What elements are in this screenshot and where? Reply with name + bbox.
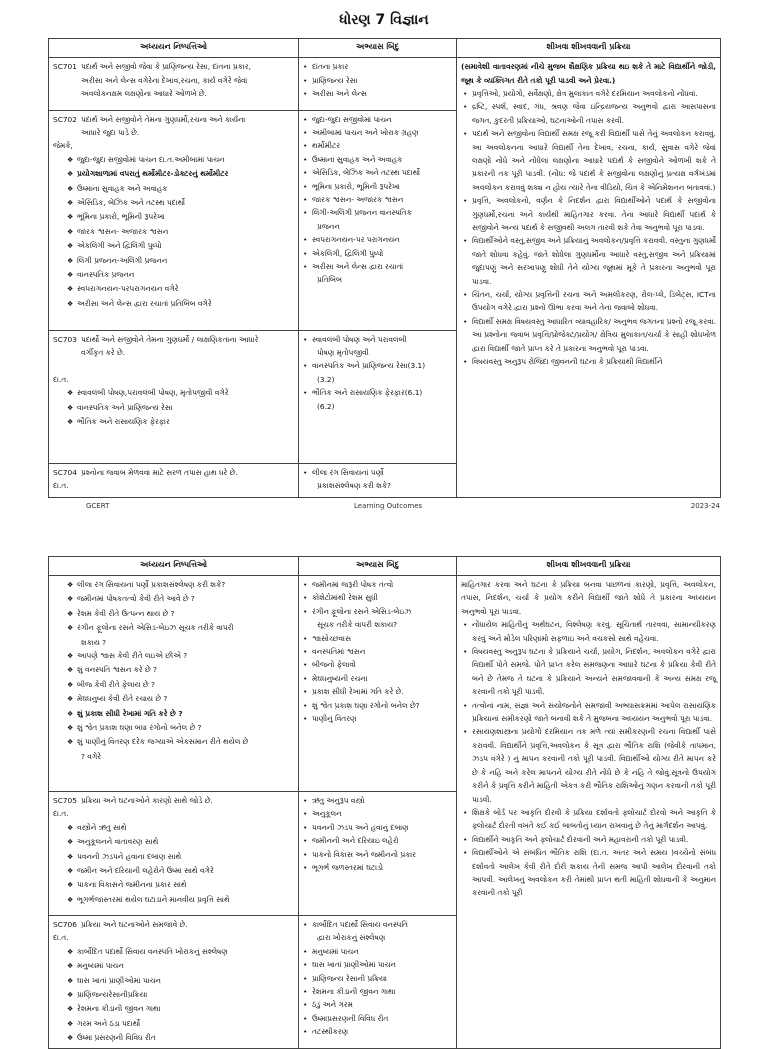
diamond-bullet-icon: ❖ bbox=[67, 976, 74, 985]
header-study-points: અભ્યાસ બિંદુ bbox=[299, 39, 457, 58]
diamond-bullet-icon: ❖ bbox=[67, 867, 74, 876]
footer-left: GCERT bbox=[86, 502, 110, 510]
diamond-bullet-icon: ❖ bbox=[67, 271, 74, 280]
diamond-bullet-icon: ❖ bbox=[67, 695, 74, 704]
diamond-bullet-icon: ❖ bbox=[67, 299, 74, 308]
header-process: શીખવા શીખવવાની પ્રક્રિયા bbox=[457, 557, 721, 576]
diamond-bullet-icon: ❖ bbox=[67, 417, 74, 426]
diamond-bullet-icon: ❖ bbox=[67, 403, 74, 412]
list-item: • પદાર્થ અને સજીવોના વિદ્યાર્થી સમક્ષ રજૂ કરી વિદ્યાર્થી પાસે તેનું અવલોકન કરાવવું. આ અવલોકનના આધારે વિદ્યાર્થી તેના દેખાવ, રચના, કાર્ય, સુવાસ વગેરે જેવાં લક્ષણો નોંધે અને નોંધેલાં લક્ષણોના આધારે પદાર્થ કે સજીવોને ઓળખી શકે તે પ્રકારની તક પૂરી પાડવી. (નોંધ: જે પદાર્થ કે સજીવોના લક્ષણોનું પ્રત્યક્ષ વર્ગખંડમાં અવલોકન કરાવવું શક્ય ન હોય ત્યારે તેના વીડિયો, ચિત્ર કે એનિમેશનન બતાવવાં.) bbox=[461, 127, 716, 194]
page-title: ધોરણ 7 વિજ્ઞાન bbox=[339, 12, 429, 28]
header-study-points: અભ્યાસ બિંદુ bbox=[299, 557, 457, 576]
footer-center: Learning Outcomes bbox=[354, 502, 423, 510]
header-outcomes: અધ્યયન નિષ્પત્તિઓ bbox=[49, 557, 299, 576]
diamond-bullet-icon: ❖ bbox=[67, 1005, 74, 1014]
process-lead: માહિતગાર કરવા અને ઘટના કે પ્રક્રિયા બનવા પાછળનાં કારણો, પ્રવૃત્તિ, અવલોકન, તપાસ, નિદર્શન, ચર્ચા કે પ્રયોગ કરીને વિદ્યાર્થી જાતે શોધે તે પ્રકારના અધ્યયન અનુભવો પૂરા પાડવા. bbox=[461, 580, 716, 616]
page-2 bbox=[0, 540, 768, 1043]
diamond-bullet-icon: ❖ bbox=[67, 947, 74, 956]
diamond-bullet-icon: ❖ bbox=[67, 823, 74, 832]
study-point-cell: • જમીનમાં જરૂરી પોષક તત્વો • કોશેટોમાંથી રેશમ સુધી • રંગીન ફૂલોના રસને એસિડ-બેઇઝ સૂચક તરીકે વાપરી શકાય? • શ્વાસોચ્છવાસ • વનસ્પતિમાં શ્વસન • બીજનો ફેલાવો • મેઘધનુષ્યની રચના • પ્રકાશ સીધી રેખામાં ગતિ કરે છે. • શું શ્વેત પ્રકાશ ઘણા રંગોનો બનેલ છે? • પાણીનું વિતરણ bbox=[299, 576, 457, 792]
diamond-bullet-icon: ❖ bbox=[67, 184, 74, 193]
diamond-bullet-icon: ❖ bbox=[67, 242, 74, 251]
list-item: • વિદ્યાર્થીઓને વસ્તુ,સજીવ અને પ્રક્રિયાનું અવલોકન/પ્રવૃત્તિ કરાવવી. વસ્તુના ગુણધર્મો જાતે શોધવા કહેવું. જાતે શોધેલા ગુણધર્મોના આધારે વસ્તુ,સજીવ અને પ્રક્રિયામાં જુદાપણું અને સરખાપણુ શોધી તેને યોગ્ય જૂથમાં મૂકે તે પ્રકારના અનુભવો પૂરા પાડવા. bbox=[461, 234, 716, 288]
page-1 bbox=[0, 0, 768, 520]
outcomes-table bbox=[48, 556, 721, 1049]
list-item: • નોંધાયેલ માહિતીનું અર્થઘટન, વિશ્લેષણ કરવું. સૂચિતાર્થ તારવવા, સામાન્યીકરણ કરવું અને મોડેલ પરિણામો સફળાઇ અને વચકસો સાથે વહેંચવા. bbox=[461, 618, 716, 645]
diamond-bullet-icon: ❖ bbox=[67, 213, 74, 222]
outcome-cell: SC706 પ્રક્રિયા અને ઘટનાઓને સમજાવે છે. દા.ત. ❖ કાર્બોદિત પદાર્થો સિવાય વનસ્પતિ ખોરાકનું સંશ્લેષણ ❖ મનુષ્યમાં પાચન ❖ ઘાસ ખાતાં પ્રાણીઓમાં પાચન ❖ પ્રાણિજન્યરેસાનીપ્રક્રિયા ❖ રેશમના કીડાની જીવન ગાથા ❖ ગરમ અને ઠંડા પદાર્થો ❖ ઉષ્મા પ્રસરણની વિવિધ રીત bbox=[49, 916, 299, 1049]
study-point-cell: • સ્વાવલંબી પોષણ અને પરાવલંબી પોષણ મૃતોપજીવી • વાનસ્પતિક અને પ્રાણિજન્ય રેસા(3.1) (3.2) • ભૌતિક અને રાસાયણિક ફેરફાર(6.1) (6.2) bbox=[299, 330, 457, 463]
diamond-bullet-icon: ❖ bbox=[67, 738, 74, 747]
table-row bbox=[49, 58, 721, 110]
study-point-cell: • જુદા-જુદા સજીવોમાં પાચન • અમીબામાં પાચન અને ખોરાક ગ્રહણ • થર્મોમીટર • ઉષ્માના સુવાહક અને અવાહક • એસિડિક, બેઝિક અને તટસ્થ પદાર્થો • ભૂમિના પ્રકારો, ભૂમિની રૂપરેખા • જારક શ્વસન- અજારક શ્વસન • લિંગી-અલિંગી પ્રજનન વાનસ્પતિક પ્રજનન • સ્વપરાગનયન-પર પરાગનયન • એકલિંગી, દ્વિલિંગી પુષ્પો • અરીસા અને લેન્સ દ્વારા રચાતાં પ્રતિબિંબ bbox=[299, 110, 457, 330]
list-item: • રસાયણશાસ્ત્રના પ્રયોગો દરમિયાન તક મળે ત્યાં સમીકરણની રચના વિદ્યાર્થી પાસે કરાવવી. વિદ્યાર્થીને પ્રવૃત્તિ,અવલોકન કે સૂત્ર દ્વારા ભૌતિક રાશિ (જેવીકે તાપમાન, ઝડપ વગેરે ) નું માપન કરવાની તકો પૂરી પાડવી. વિદ્યાર્થીઓ યોગ્ય રીતે માપન કરે છે કે નહિ અને કરેલ માપનને યોગ્ય રીતે નોંધે છે કે નહિ તે જોવું.સૂત્રનો ઉપયોગ કરીને કે પ્રવૃત્તિ કરીને માહિતી એકત્ર કરી ભૌતિક રાશિઓનું ગણન કરવાની તકો પૂરી પાડવી. bbox=[461, 725, 716, 805]
diamond-bullet-icon: ❖ bbox=[67, 962, 74, 971]
diamond-bullet-icon: ❖ bbox=[67, 991, 74, 1000]
diamond-bullet-icon: ❖ bbox=[67, 155, 74, 164]
diamond-bullet-icon: ❖ bbox=[67, 680, 74, 689]
table-header-row bbox=[49, 39, 721, 58]
outcomes-table bbox=[48, 38, 721, 498]
outcome-code: SC705 bbox=[53, 796, 77, 805]
outcome-code: SC701 bbox=[53, 62, 77, 72]
header-outcomes: અધ્યયન નિષ્પત્તિઓ bbox=[49, 39, 299, 58]
list-item: • પ્રવૃત્તિઓ, પ્રયોગો, સર્વેક્ષણો, ક્ષેત્ર મુલાકાત વગેરે દરમિયાન અવલોકનો નોંધવાં. bbox=[461, 87, 716, 100]
list-item: • વિદ્યાર્થીને આકૃતિ અને ફ્લોચાર્ટ દોરવાની અને મહાવરાની તકો પૂરી પાડવી. bbox=[461, 833, 716, 846]
study-point-cell: • કાર્બોદિત પદાર્થો સિવાય વનસ્પતિ દ્વારા ખોરાકનું સંશ્લેષણ • મનુષ્યમાં પાચન • ઘાસ ખાતાં પ્રાણીઓમાં પાચન • પ્રાણિજન્ય રેસાની પ્રક્રિયા • રેશમના કીડાની જીવન ગાથા • ઠંડું અને ગરમ • ઉષ્માપ્રસરણની વિવિધ રીત • તટસ્થીકરણ bbox=[299, 916, 457, 1049]
table-row bbox=[49, 576, 721, 792]
diamond-bullet-icon: ❖ bbox=[67, 609, 74, 618]
outcome-cell: SC703 પદાર્થો અને સજીવોને તેમના ગુણધર્મો / લાક્ષણિકતાના આધારે વર્ગીકૃત કરે છે. દા.ત. ❖ સ્વાવલંબી પોષણ,પરાવલંબી પોષણ, મૃતોપજીવી વગેરે ❖ વાનસ્પતિક અને પ્રાણિજન્ય રેસા ❖ ભૌતિક અને રાસાયણિક ફેરફાર bbox=[49, 330, 299, 463]
outcome-code: SC702 bbox=[53, 114, 77, 124]
outcome-cell: ❖ લીલા રંગ સિવાયનાં પર્ણો પ્રકાશસંશ્લેષણ કરી શકે? ❖ જમીનમાં પોષકતત્વો કેવી રીતે આવે છે ? ❖ રેશમ કેવી રીતે ઉત્પન્ન થાય છે ? ❖ રંગીન ફૂલોના રસને એસિડ-બેઇઝ સૂચક તરીકે વાપરી શકાય ? ❖ આપણે શ્વાસ કેવી રીતે લઇએ છીએ ? ❖ શું વનસ્પતિ શ્વસન કરે છે ? ❖ બીજ કેવી રીતે ફેલાય છે ? ❖ મેઘધનુષ્ય કેવી રીતે રચાય છે ? ❖ શું પ્રકાશ સીધી રેખામાં ગતિ કરે છે ? ❖ શું શ્વેત પ્રકાશ ઘણા બધા રંગોનો બનેલ છે ? ❖ શું પાણીનું વિતરણ દરેક જગ્યાએ એકસમાન રીતે થયેલ છે ? વગેરે bbox=[49, 576, 299, 792]
diamond-bullet-icon: ❖ bbox=[67, 895, 74, 904]
diamond-bullet-icon: ❖ bbox=[67, 881, 74, 890]
header-process: શીખવા શીખવવાની પ્રક્રિયા bbox=[457, 39, 721, 58]
outcome-cell: SC705 પ્રક્રિયા અને ઘટનાઓને કારણો સાથે જોડે છે. દા.ત. ❖ વસ્ત્રોને ઋતુ સાથે ❖ અનુકૂલનને વાતાવરણ સાથે ❖ પવનની ઝડપને હવાના દબાણ સાથે ❖ જમીન અને દરિયાની લહેરોને ઉષ્મા સાથે વગેરે ❖ પાકના વિકાસને જમીનના પ્રકાર સાથે ❖ ભૂગર્ભજાસ્તરમાં થયેલ ઘટાડાને માનવીય પ્રવૃત્તિ સાથે bbox=[49, 792, 299, 916]
list-item: • તત્વોનાં નામ, સંજ્ઞા અને સંયોજનોને સમજાવી અભ્યાસક્રમમાં આપેલ રાસાયણિક પ્રક્રિયાનાં સમીકરણો જાતે બનાવી શકે તે મુજબના અધ્યયન અનુભવો પૂરા પાડવા. bbox=[461, 699, 716, 726]
outcome-code: SC706 bbox=[53, 920, 77, 929]
list-item: • દ્રષ્ટિ, સ્પર્શ, સ્વાદ, ગંધ, શ્રવણ જેવા ઇન્દ્રિયજન્ય અનુભવો દ્વારા આસપાસના જગત, કુદરતી પ્રક્રિયાઓ, ઘટનાઓની તપાસ કરવી. bbox=[461, 100, 716, 127]
diamond-bullet-icon: ❖ bbox=[67, 199, 74, 208]
process-intro: (સમાવેશી વાતાવરણમાં નીચે મુજબ શૈક્ષણિક પ્રક્રિયા થઇ શકે તે માટે વિદ્યાર્થીને જોડી, જૂથ કે વ્યક્તિગત રીતે તકો પૂરી પાડવી અને પ્રેરવા.) bbox=[461, 62, 716, 85]
process-cell bbox=[457, 58, 721, 498]
study-point-cell: • દાંતના પ્રકાર • પ્રાણિજન્ય રેસા • અરીસા અને લેન્સ bbox=[299, 58, 457, 110]
diamond-bullet-icon: ❖ bbox=[67, 666, 74, 675]
list-item: • વિષયવસ્તુ અનુરૂપ ઘટના કે પ્રક્રિયાને ચર્ચા, પ્રયોગ, નિદર્શન, અવલોકન વગેરે દ્વારા વિદ્યાર્થી પોતે સમજે. પોતે પ્રાપ્ત કરેલ સમજણના આધારે ઘટના કે પ્રક્રિયા કેવી રીતે બને છે તેમજ તે ઘટના કે પ્રક્રિયાને અન્યને સમજાવવાની કે અન્ય સમક્ષ રજૂ કરવાની તકો પૂરી પાડવી. bbox=[461, 645, 716, 699]
list-item: • વિદ્યાર્થી સમક્ષ વિષયવસ્તુ આધારિત વ્યાવહારિક/ અનુભવ જગતના પ્રશ્નો રજૂ કરવા. આ પ્રશ્નોના જવાબ પ્રવૃત્તિ/પ્રોજેક્ટ/પ્રયોગ/ ક્ષેત્રિય મુલાકાત/ચર્ચા કે સાહી શોધખોળ દ્વારા વિદ્યાર્થી જાતે પ્રાપ્ત કરે તે પ્રકારના અનુભવો પૂરા પાડવા. bbox=[461, 315, 716, 355]
diamond-bullet-icon: ❖ bbox=[67, 1034, 74, 1043]
list-item: • પ્રવૃત્તિ, અવલોકનો, વર્ણન કે નિદર્શન દ્વારા વિદ્યાર્થીઓને પદાર્થ કે સજીવોના ગુણધર્મો,રચના અને કાર્યથી માહિતગાર કરવા. તેના આધારે વિદ્યાર્થી પદાર્થ કે સજીવોને અન્ય પદાર્થ કે સજીવથી અલગ તારવી શકે તેવા અનુભવો પૂરા પાડવા. bbox=[461, 194, 716, 234]
outcome-cell: SC704 પ્રશ્નોના જવાબ મેળવવા માટે સરળ તપાસ હાથ ધરે છે. દા.ત. bbox=[49, 463, 299, 497]
diamond-bullet-icon: ❖ bbox=[67, 838, 74, 847]
study-point-cell: • લીલા રંગ સિવાયનાં પર્ણો પ્રકાશસંશ્લેષણ કરી શકે? bbox=[299, 463, 457, 497]
list-item: • શિક્ષકે બોર્ડ પર આકૃતિ દોરવી કે પ્રક્રિયા દર્શાવતો ફ્લોચાર્ટ દોરવો અને આકૃતિ કે ફ્લોચાર્ટ દોરતી વખતે કઈ કઈ બાબતોનું ધ્યાન રાખવાનું છે તેનું માર્ગદર્શન આપવું. bbox=[461, 806, 716, 833]
footer-right: 2023-24 bbox=[690, 502, 720, 510]
list-item: • વિષયવસ્તુ અનુરૂપ રોજિંદા જીવનની ઘટના કે પ્રક્રિયાથી વિદ્યાર્થીને bbox=[461, 355, 716, 368]
study-point-cell: • ઋતુ અનુરૂપ વસ્ત્રો • અનુકૂલન • પવનની ઝડપ અને હવાનું દબાણ • જમીનની અને દરિયાઇ લહેરો • પાકનો વિકાસ અને જમીનનો પ્રકાર • ભૂગર્ભ જળસ્તરમાં ઘટાડો bbox=[299, 792, 457, 916]
diamond-bullet-icon: ❖ bbox=[67, 581, 74, 589]
diamond-bullet-icon: ❖ bbox=[67, 709, 74, 718]
table-header-row bbox=[49, 557, 721, 576]
diamond-bullet-icon: ❖ bbox=[67, 256, 74, 265]
diamond-bullet-icon: ❖ bbox=[67, 389, 74, 398]
diamond-bullet-icon: ❖ bbox=[67, 595, 74, 604]
diamond-bullet-icon: ❖ bbox=[67, 724, 74, 733]
diamond-bullet-icon: ❖ bbox=[67, 852, 74, 861]
process-cell bbox=[457, 576, 721, 1049]
diamond-bullet-icon: ❖ bbox=[67, 652, 74, 661]
list-item: • વિદ્યાર્થીઓને એ સંબંધિત ભૌતિક રાશિ (દા.ત. અંતર અને સમય )વચ્ચેનો સંબંધ દર્શાવતો આલેખ કેવી રીતે દોરી શકાય તેની સમજ આપી આલેખ દોરવાની તકો આપવી. આલેખનું અવલોકન કરી તેમાંથી પ્રાપ્ત થતી માહિતી શોધવાની કે અનુમાન કરવાની તકો પૂરી bbox=[461, 846, 716, 900]
list-item: • ચિંતન, ચર્ચા, યોગ્ય પ્રવૃત્તિની રચના અને અમલીકરણ, રોલ-પ્લે, ડિબેટ્સ, ICTના ઉપયોગ વગેરે દ્વારા પ્રશ્નો ઊભા કરવા અને તેના જવાબો શોધવા. bbox=[461, 288, 716, 315]
diamond-bullet-icon: ❖ bbox=[67, 170, 74, 179]
diamond-bullet-icon: ❖ bbox=[67, 285, 74, 294]
outcome-cell: SC702 પદાર્થ અને સજીવોને તેમના ગુણધર્મો,રચના અને કાર્યના આધારે જુદા પાડે છે. જેમકે, ❖ જુદા-જુદા સજીવોમાં પાચન દા.ત.અમીબામાં પાચન ❖ પ્રયોગશાળામાં વપરાતું થર્મોમીટર-ડોક્ટરનું થર્મોમીટર ❖ ઉષ્માના સુવાહક અને અવાહક ❖ એસિડિક, બેઝિક અને તટસ્થ પદાર્થો ❖ ભૂમિના પ્રકારો, ભૂમિની રૂપરેખા ❖ જારક શ્વસન- અજારક શ્વસન ❖ એકલિંગી અને દ્વિલિંગી પુષ્પો ❖ લિંગી પ્રજનન-અલિંગી પ્રજનન ❖ વાનસ્પતિક પ્રજનન ❖ સ્વપરાગનયન-પરપરાગનયન વગેરે ❖ અરીસા અને લેન્સ દ્વારા રચાતાં પ્રતિબિંબ વગેરે bbox=[49, 110, 299, 330]
diamond-bullet-icon: ❖ bbox=[67, 624, 74, 633]
outcome-code: SC704 bbox=[53, 467, 77, 477]
diamond-bullet-icon: ❖ bbox=[67, 1019, 74, 1028]
diamond-bullet-icon: ❖ bbox=[67, 227, 74, 236]
outcome-cell: SC701 પદાર્થ અને સજીવો જેવા કે પ્રાણિજન્ય રેસા, દાંતના પ્રકાર, અરીસા અને લેન્સ વગેરેના દેખાવ,રચના, કાર્ય વગેરે જેવાં અવલોકનક્ષમ લક્ષણોના આધારે ઓળખે છે. bbox=[49, 58, 299, 110]
outcome-code: SC703 bbox=[53, 334, 77, 344]
